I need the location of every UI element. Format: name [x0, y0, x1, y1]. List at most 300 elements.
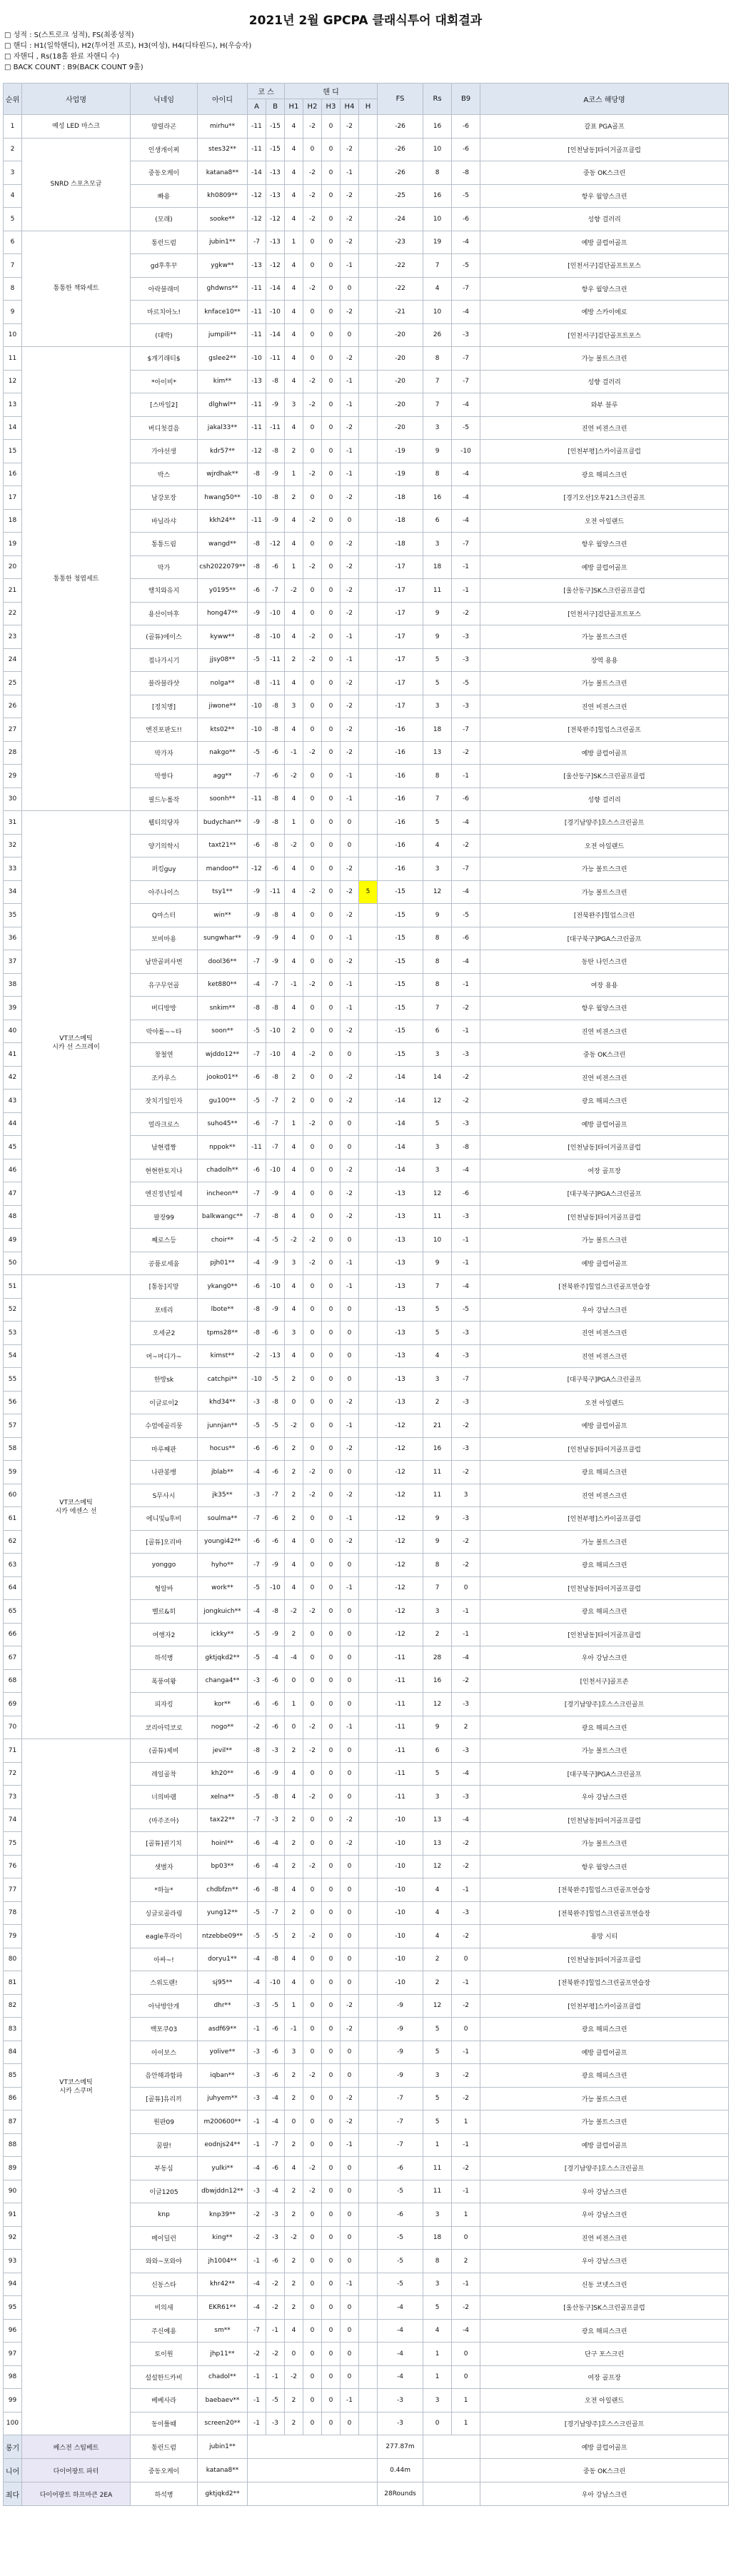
rank-cell: 17: [4, 486, 22, 510]
handicap-h2-cell: 0: [303, 1090, 322, 1113]
b9-cell: 1: [452, 2389, 480, 2413]
handicap-h4-cell: -2: [341, 231, 359, 254]
course-a-cell: -6: [248, 1878, 266, 1902]
rs-cell: 18: [423, 718, 452, 742]
rs-cell: 13: [423, 741, 452, 765]
fs-cell: -16: [378, 834, 423, 857]
handicap-h4-cell: -2: [341, 1530, 359, 1554]
handicap-h2-cell: -2: [303, 1600, 322, 1624]
a-course-cell: [인천남동]타이거골프클럽: [480, 1205, 729, 1229]
nickname-cell: 와와~포와야: [131, 2250, 198, 2273]
a-course-cell: 동탄 나인스크린: [480, 950, 729, 974]
course-a-cell: -1: [248, 2389, 266, 2413]
award-row: [4, 2435, 729, 2459]
id-cell: jjsy08**: [198, 648, 248, 672]
rs-cell: 7: [423, 370, 452, 393]
a-course-cell: 오전 아일랜드: [480, 1391, 729, 1414]
table-row: [4, 138, 729, 161]
fs-cell: -13: [378, 1391, 423, 1414]
rank-cell: 44: [4, 1112, 22, 1136]
handicap-h1-cell: 2: [285, 1507, 303, 1531]
course-a-cell: -12: [248, 208, 266, 231]
course-b-cell: -3: [266, 2226, 285, 2250]
rank-cell: 74: [4, 1808, 22, 1832]
course-b-cell: -11: [266, 416, 285, 440]
handicap-h4-cell: 0: [341, 1112, 359, 1136]
nickname-cell: (모래): [131, 208, 198, 231]
handicap-h-cell: [359, 509, 378, 533]
handicap-h3-cell: 0: [322, 1669, 341, 1693]
header-nickname: 닉네임: [131, 84, 198, 115]
rs-cell: 7: [423, 254, 452, 278]
handicap-h-cell: [359, 1112, 378, 1136]
rank-cell: 61: [4, 1507, 22, 1531]
fs-cell: -13: [378, 1344, 423, 1368]
course-a-cell: -7: [248, 1182, 266, 1206]
b9-cell: -4: [452, 1808, 480, 1832]
rs-cell: 5: [423, 1298, 452, 1322]
course-a-cell: -7: [248, 2319, 266, 2343]
rs-cell: 16: [423, 486, 452, 510]
rank-cell: 1: [4, 115, 22, 139]
handicap-h4-cell: 0: [341, 1901, 359, 1925]
rs-cell: 5: [423, 2018, 452, 2041]
fs-cell: -24: [378, 208, 423, 231]
b9-cell: -3: [452, 1507, 480, 1531]
handicap-h2-cell: 0: [303, 2203, 322, 2227]
handicap-h4-cell: -2: [341, 555, 359, 579]
handicap-h2-cell: 0: [303, 2389, 322, 2413]
handicap-h4-cell: 0: [341, 1971, 359, 1995]
handicap-h4-cell: 0: [341, 2203, 359, 2227]
handicap-h2-cell: -2: [303, 1739, 322, 1763]
a-course-cell: 가능 볼트스크린: [480, 2087, 729, 2110]
handicap-h2-cell: -2: [303, 1786, 322, 1809]
team-cell: 예성 LED 마스크: [22, 115, 131, 139]
rs-cell: 3: [423, 1368, 452, 1392]
a-course-cell: 항우 월양스크린: [480, 533, 729, 556]
handicap-h-cell: [359, 2157, 378, 2180]
a-course-cell: 와부 블루: [480, 393, 729, 417]
a-course-cell: 장역 용용: [480, 648, 729, 672]
handicap-h4-cell: -2: [341, 1159, 359, 1182]
b9-cell: -2: [452, 1066, 480, 1090]
fs-cell: -12: [378, 1576, 423, 1600]
nickname-cell: 에니및u후비: [131, 1507, 198, 1531]
id-cell: jhp11**: [198, 2343, 248, 2366]
handicap-h-cell: [359, 184, 378, 208]
handicap-h3-cell: 0: [322, 2319, 341, 2343]
nickname-cell: 신동스타: [131, 2273, 198, 2296]
handicap-h3-cell: 0: [322, 1229, 341, 1252]
handicap-h1-cell: 2: [285, 2133, 303, 2157]
fs-cell: -15: [378, 904, 423, 927]
fs-cell: -17: [378, 579, 423, 603]
course-a-cell: -5: [248, 1786, 266, 1809]
handicap-h2-cell: 0: [303, 788, 322, 811]
b9-cell: -3: [452, 1205, 480, 1229]
nickname-cell: 샛별자: [131, 1855, 198, 1878]
handicap-h4-cell: 0: [341, 1693, 359, 1716]
a-course-cell: 예방 클럽어골프: [480, 1112, 729, 1136]
rank-cell: 71: [4, 1739, 22, 1763]
handicap-h4-cell: 0: [341, 2064, 359, 2088]
handicap-h3-cell: 0: [322, 1693, 341, 1716]
handicap-h2-cell: 0: [303, 1878, 322, 1902]
a-course-cell: [인천남동]타이거골프클럽: [480, 1576, 729, 1600]
handicap-h3-cell: 0: [322, 2343, 341, 2366]
handicap-h4-cell: 0: [341, 277, 359, 301]
rs-cell: 3: [423, 1159, 452, 1182]
rs-cell: 12: [423, 1090, 452, 1113]
handicap-h-cell: [359, 2319, 378, 2343]
handicap-h4-cell: -2: [341, 695, 359, 718]
fs-cell: -20: [378, 370, 423, 393]
header-h3: H3: [322, 99, 341, 115]
handicap-h-cell: [359, 2226, 378, 2250]
id-cell: dlghwl**: [198, 393, 248, 417]
awards-body: [4, 2435, 729, 2506]
handicap-h-cell: [359, 1298, 378, 1322]
handicap-h4-cell: -1: [341, 463, 359, 486]
rank-cell: 66: [4, 1623, 22, 1646]
handicap-h4-cell: -2: [341, 115, 359, 139]
id-cell: ket880**: [198, 973, 248, 997]
a-course-cell: [전북완주]힐업스크린골프연습장: [480, 1901, 729, 1925]
course-a-cell: -6: [248, 834, 266, 857]
course-a-cell: -2: [248, 2203, 266, 2227]
handicap-h-cell: [359, 695, 378, 718]
id-cell: dhr**: [198, 1994, 248, 2018]
a-course-cell: 단구 포스크린: [480, 2343, 729, 2366]
handicap-h4-cell: -2: [341, 579, 359, 603]
course-b-cell: -6: [266, 1716, 285, 1739]
handicap-h4-cell: 0: [341, 1043, 359, 1067]
rs-cell: 1: [423, 2365, 452, 2389]
course-a-cell: -11: [248, 277, 266, 301]
handicap-h2-cell: 0: [303, 1275, 322, 1299]
handicap-h1-cell: 2: [285, 1484, 303, 1507]
handicap-h-cell: [359, 1786, 378, 1809]
nickname-cell: 한방sk: [131, 1368, 198, 1392]
award-blank-cell: [248, 2435, 378, 2459]
rank-cell: 16: [4, 463, 22, 486]
id-cell: junnjan**: [198, 1414, 248, 1438]
b9-cell: -7: [452, 1368, 480, 1392]
rank-cell: 65: [4, 1600, 22, 1624]
id-cell: wjrdhak**: [198, 463, 248, 486]
a-course-cell: 여장 용용: [480, 973, 729, 997]
course-b-cell: -6: [266, 2250, 285, 2273]
nickname-cell: 백포쿠03: [131, 2018, 198, 2041]
a-course-cell: 예방 클럽어골프: [480, 2133, 729, 2157]
b9-cell: -7: [452, 857, 480, 881]
b9-cell: 0: [452, 1576, 480, 1600]
handicap-h3-cell: 0: [322, 231, 341, 254]
handicap-h2-cell: 0: [303, 2319, 322, 2343]
handicap-h4-cell: 0: [341, 1948, 359, 1971]
course-b-cell: -7: [266, 1112, 285, 1136]
fs-cell: -26: [378, 115, 423, 139]
nickname-cell: yonggo: [131, 1554, 198, 1577]
nickname-cell: (마주조아): [131, 1808, 198, 1832]
b9-cell: -6: [452, 927, 480, 950]
b9-cell: -7: [452, 277, 480, 301]
course-b-cell: -7: [266, 2133, 285, 2157]
b9-cell: -7: [452, 718, 480, 742]
rank-cell: 99: [4, 2389, 22, 2413]
rank-cell: 39: [4, 997, 22, 1020]
rs-cell: 1: [423, 2343, 452, 2366]
nickname-cell: 엔진포판도!!: [131, 718, 198, 742]
rs-cell: 5: [423, 648, 452, 672]
a-course-cell: [인천서구]검단골프트포스: [480, 254, 729, 278]
handicap-h2-cell: 0: [303, 1576, 322, 1600]
rs-cell: 8: [423, 161, 452, 185]
rs-cell: 5: [423, 2296, 452, 2320]
table-row: [4, 231, 729, 254]
handicap-h3-cell: 0: [322, 1786, 341, 1809]
fs-cell: -15: [378, 997, 423, 1020]
handicap-h-cell: [359, 1391, 378, 1414]
a-course-cell: [경기오산]오투21스크린골프: [480, 486, 729, 510]
id-cell: juhyem**: [198, 2087, 248, 2110]
fs-cell: -10: [378, 1925, 423, 1948]
handicap-h3-cell: 0: [322, 788, 341, 811]
fs-cell: -3: [378, 2389, 423, 2413]
handicap-h2-cell: 0: [303, 1832, 322, 1856]
handicap-h1-cell: 4: [285, 254, 303, 278]
course-a-cell: -10: [248, 718, 266, 742]
course-b-cell: -9: [266, 393, 285, 417]
handicap-h1-cell: 4: [285, 1159, 303, 1182]
team-cell: 통통한 청엽세트: [22, 347, 131, 811]
handicap-h4-cell: 0: [341, 2343, 359, 2366]
id-cell: nolga**: [198, 672, 248, 695]
table-row: [4, 347, 729, 371]
id-cell: jubin1**: [198, 231, 248, 254]
nickname-cell: 팔장99: [131, 1205, 198, 1229]
b9-cell: -4: [452, 950, 480, 974]
handicap-h-cell: [359, 672, 378, 695]
handicap-h4-cell: 0: [341, 1461, 359, 1484]
id-cell: kor**: [198, 1693, 248, 1716]
handicap-h3-cell: 0: [322, 463, 341, 486]
course-b-cell: -2: [266, 2273, 285, 2296]
b9-cell: 2: [452, 2250, 480, 2273]
handicap-h3-cell: 0: [322, 1391, 341, 1414]
rs-cell: 13: [423, 1832, 452, 1856]
handicap-h-cell: [359, 1414, 378, 1438]
handicap-h2-cell: 0: [303, 1020, 322, 1043]
rank-cell: 33: [4, 857, 22, 881]
b9-cell: 0: [452, 2226, 480, 2250]
handicap-h3-cell: 0: [322, 533, 341, 556]
handicap-h-cell: [359, 486, 378, 510]
rank-cell: 21: [4, 579, 22, 603]
course-b-cell: -5: [266, 1368, 285, 1392]
handicap-h3-cell: 0: [322, 555, 341, 579]
handicap-h-cell: [359, 2389, 378, 2413]
handicap-h3-cell: 0: [322, 1901, 341, 1925]
course-b-cell: -10: [266, 625, 285, 649]
course-a-cell: -3: [248, 2180, 266, 2203]
id-cell: nogo**: [198, 1716, 248, 1739]
handicap-h1-cell: 4: [285, 1762, 303, 1786]
course-b-cell: -7: [266, 1901, 285, 1925]
course-a-cell: -6: [248, 1832, 266, 1856]
handicap-h1-cell: 4: [285, 1136, 303, 1159]
id-cell: stes32**: [198, 138, 248, 161]
rs-cell: 9: [423, 1530, 452, 1554]
handicap-h4-cell: 0: [341, 2296, 359, 2320]
award-label-cell: 롱기: [4, 2435, 22, 2459]
nickname-cell: 현현한토지나: [131, 1159, 198, 1182]
course-a-cell: -1: [248, 2250, 266, 2273]
course-a-cell: -3: [248, 1669, 266, 1693]
fs-cell: -15: [378, 1043, 423, 1067]
rank-cell: 37: [4, 950, 22, 974]
nickname-cell: 중동오케이: [131, 161, 198, 185]
fs-cell: -13: [378, 1368, 423, 1392]
course-b-cell: -7: [266, 973, 285, 997]
rs-cell: 3: [423, 2389, 452, 2413]
award-a-course-cell: 예방 클럽어골프: [480, 2435, 729, 2459]
rs-cell: 18: [423, 2226, 452, 2250]
nickname-cell: 엔진정년일세: [131, 1182, 198, 1206]
handicap-h-cell: [359, 2365, 378, 2389]
rs-cell: 5: [423, 2041, 452, 2064]
rank-cell: 72: [4, 1762, 22, 1786]
fs-cell: -22: [378, 254, 423, 278]
nickname-cell: 막가자: [131, 741, 198, 765]
course-a-cell: -10: [248, 486, 266, 510]
handicap-h3-cell: 0: [322, 834, 341, 857]
award-nickname-cell: 하석병: [131, 2482, 198, 2506]
b9-cell: -2: [452, 1090, 480, 1113]
course-b-cell: -13: [266, 184, 285, 208]
fs-cell: -7: [378, 2087, 423, 2110]
course-b-cell: -4: [266, 1646, 285, 1670]
handicap-h3-cell: 0: [322, 1136, 341, 1159]
handicap-h1-cell: 4: [285, 301, 303, 324]
course-a-cell: -11: [248, 416, 266, 440]
handicap-h1-cell: 4: [285, 1878, 303, 1902]
id-cell: youngi42**: [198, 1530, 248, 1554]
rs-cell: 7: [423, 1576, 452, 1600]
award-label-cell: 최다: [4, 2482, 22, 2506]
award-blank-cell: [423, 2435, 480, 2459]
b9-cell: 2: [452, 1716, 480, 1739]
a-course-cell: [전북완주]힐업스크린: [480, 904, 729, 927]
handicap-h2-cell: -2: [303, 648, 322, 672]
course-a-cell: -14: [248, 161, 266, 185]
handicap-h-cell: [359, 1832, 378, 1856]
b9-cell: -1: [452, 1020, 480, 1043]
fs-cell: -17: [378, 695, 423, 718]
handicap-h1-cell: 1: [285, 1994, 303, 2018]
course-b-cell: -6: [266, 555, 285, 579]
rs-cell: 16: [423, 1669, 452, 1693]
header-course: 코 스: [248, 84, 285, 99]
handicap-h2-cell: -2: [303, 555, 322, 579]
handicap-h4-cell: -1: [341, 1252, 359, 1275]
a-course-cell: 광요 해피스크린: [480, 1600, 729, 1624]
handicap-h3-cell: 0: [322, 1623, 341, 1646]
b9-cell: -5: [452, 672, 480, 695]
rs-cell: 11: [423, 1461, 452, 1484]
handicap-h-cell: [359, 1344, 378, 1368]
course-b-cell: -8: [266, 1066, 285, 1090]
handicap-h1-cell: 2: [285, 1623, 303, 1646]
b9-cell: -2: [452, 1461, 480, 1484]
handicap-h-cell: [359, 1136, 378, 1159]
nickname-cell: 얼라크로스: [131, 1112, 198, 1136]
fs-cell: -4: [378, 2343, 423, 2366]
handicap-h2-cell: 0: [303, 533, 322, 556]
a-course-cell: 항우 월양스크린: [480, 277, 729, 301]
fs-cell: -17: [378, 672, 423, 695]
course-a-cell: -1: [248, 2412, 266, 2435]
handicap-h1-cell: 4: [285, 927, 303, 950]
handicap-h1-cell: 3: [285, 2041, 303, 2064]
a-course-cell: 광요 해피스크린: [480, 2018, 729, 2041]
handicap-h4-cell: -2: [341, 2018, 359, 2041]
handicap-h1-cell: 4: [285, 323, 303, 347]
handicap-h4-cell: -2: [341, 672, 359, 695]
course-a-cell: -9: [248, 880, 266, 904]
b9-cell: -2: [452, 834, 480, 857]
handicap-h-cell: [359, 1252, 378, 1275]
handicap-h1-cell: 2: [285, 1066, 303, 1090]
course-a-cell: -12: [248, 184, 266, 208]
id-cell: jooko01**: [198, 1066, 248, 1090]
course-a-cell: -3: [248, 2064, 266, 2088]
handicap-h2-cell: 0: [303, 950, 322, 974]
course-b-cell: -8: [266, 904, 285, 927]
rank-cell: 48: [4, 1205, 22, 1229]
a-course-cell: 우아 강남스크린: [480, 1646, 729, 1670]
handicap-h4-cell: -1: [341, 1275, 359, 1299]
note-line: □ 성적 : S(스트로크 성적), FS(최종성적): [4, 31, 134, 39]
a-course-cell: 광요 해피스크린: [480, 2319, 729, 2343]
handicap-h1-cell: -2: [285, 579, 303, 603]
handicap-h2-cell: 0: [303, 904, 322, 927]
award-value-cell: 28Rounds: [378, 2482, 423, 2506]
handicap-h1-cell: 4: [285, 2157, 303, 2180]
handicap-h4-cell: 0: [341, 1762, 359, 1786]
rank-cell: 25: [4, 672, 22, 695]
handicap-h4-cell: 0: [341, 1368, 359, 1392]
rank-cell: 52: [4, 1298, 22, 1322]
a-course-cell: [대구북구]PGA스크린골프: [480, 1368, 729, 1392]
nickname-cell: 주신예용: [131, 2319, 198, 2343]
course-a-cell: -11: [248, 393, 266, 417]
nickname-cell: 수엄에골리뭉: [131, 1414, 198, 1438]
fs-cell: -13: [378, 1252, 423, 1275]
handicap-h2-cell: 0: [303, 927, 322, 950]
handicap-h4-cell: 0: [341, 1646, 359, 1670]
handicap-h1-cell: 2: [285, 2087, 303, 2110]
id-cell: ntzebbe09**: [198, 1925, 248, 1948]
handicap-h1-cell: 4: [285, 625, 303, 649]
rank-cell: 41: [4, 1043, 22, 1067]
award-value-cell: 277.87m: [378, 2435, 423, 2459]
course-a-cell: -6: [248, 1275, 266, 1299]
b9-cell: -5: [452, 1298, 480, 1322]
award-name-cell: 베스전 스팀베트: [22, 2435, 131, 2459]
handicap-h-cell: [359, 1600, 378, 1624]
